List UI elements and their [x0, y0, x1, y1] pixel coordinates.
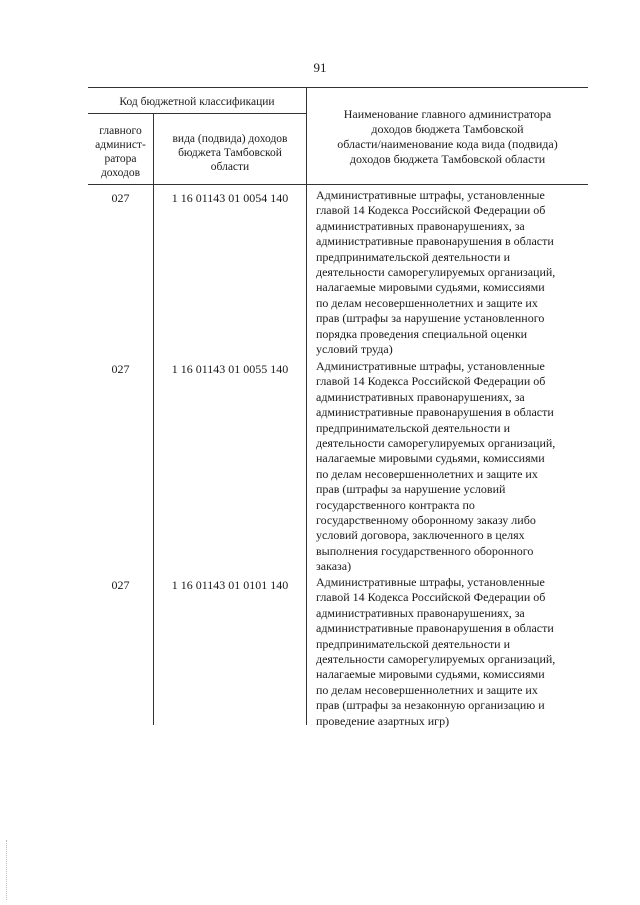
row-admin-code: 027	[111, 578, 130, 592]
column-divider-name	[306, 87, 307, 725]
row-description: Административные штрафы, установленные главой 14 Кодекса Российской Федерации об административных правонарушениях, за административные правонарушения в области предпринимательской деятельности и деятельности саморегулируемых организаций, налагаемые мировыми судьями, комиссиями по делам несовершеннолетних и защите их прав (штрафы за незаконную организацию и проведение азартных игр)	[316, 575, 556, 728]
row-admin-code: 027	[111, 362, 130, 376]
header-col-type: вида (подвида) доходов бюджета Тамбовской области	[172, 133, 288, 173]
row-description: Административные штрафы, установленные главой 14 Кодекса Российской Федерации об административных правонарушениях, за административные правонарушения в области предпринимательской деятельности и деятельности саморегулируемых организаций, налагаемые мировыми судьями, комиссиями по делам несовершеннолетних и защите их прав (штрафы за нарушение установленного порядка проведения специальной оценки условий труда)	[316, 188, 556, 357]
row-admin-code: 027	[111, 191, 130, 205]
header-bottom-border	[88, 184, 588, 185]
header-group-title: Код бюджетной классификации	[119, 96, 275, 108]
row-budget-code: 1 16 01143 01 0054 140	[171, 191, 289, 205]
header-col-name: Наименование главного администратора доходов бюджета Тамбовской области/наименование кода вида (подвида) доходов бюджета Тамбовской области	[337, 107, 558, 166]
row-description: Административные штрафы, установленные главой 14 Кодекса Российской Федерации об административных правонарушениях, за административные правонарушения в области предпринимательской деятельности и деятельности саморегулируемых организаций, налагаемые мировыми судьями, комиссиями по делам несовершеннолетних и защите их прав (штрафы за нарушение условий государственного контракта по государственному оборонному заказу либо условий договора, заключенного в целях выполнения государственного оборонного заказа)	[316, 359, 556, 574]
row-budget-code: 1 16 01143 01 0055 140	[171, 362, 289, 376]
row-budget-code: 1 16 01143 01 0101 140	[171, 578, 289, 592]
table-top-border	[88, 87, 588, 88]
header-group-divider	[88, 113, 306, 114]
header-col-admin: главного админист- ратора доходов	[95, 125, 146, 179]
page-number: 91	[313, 60, 327, 75]
margin-mark	[6, 840, 7, 900]
